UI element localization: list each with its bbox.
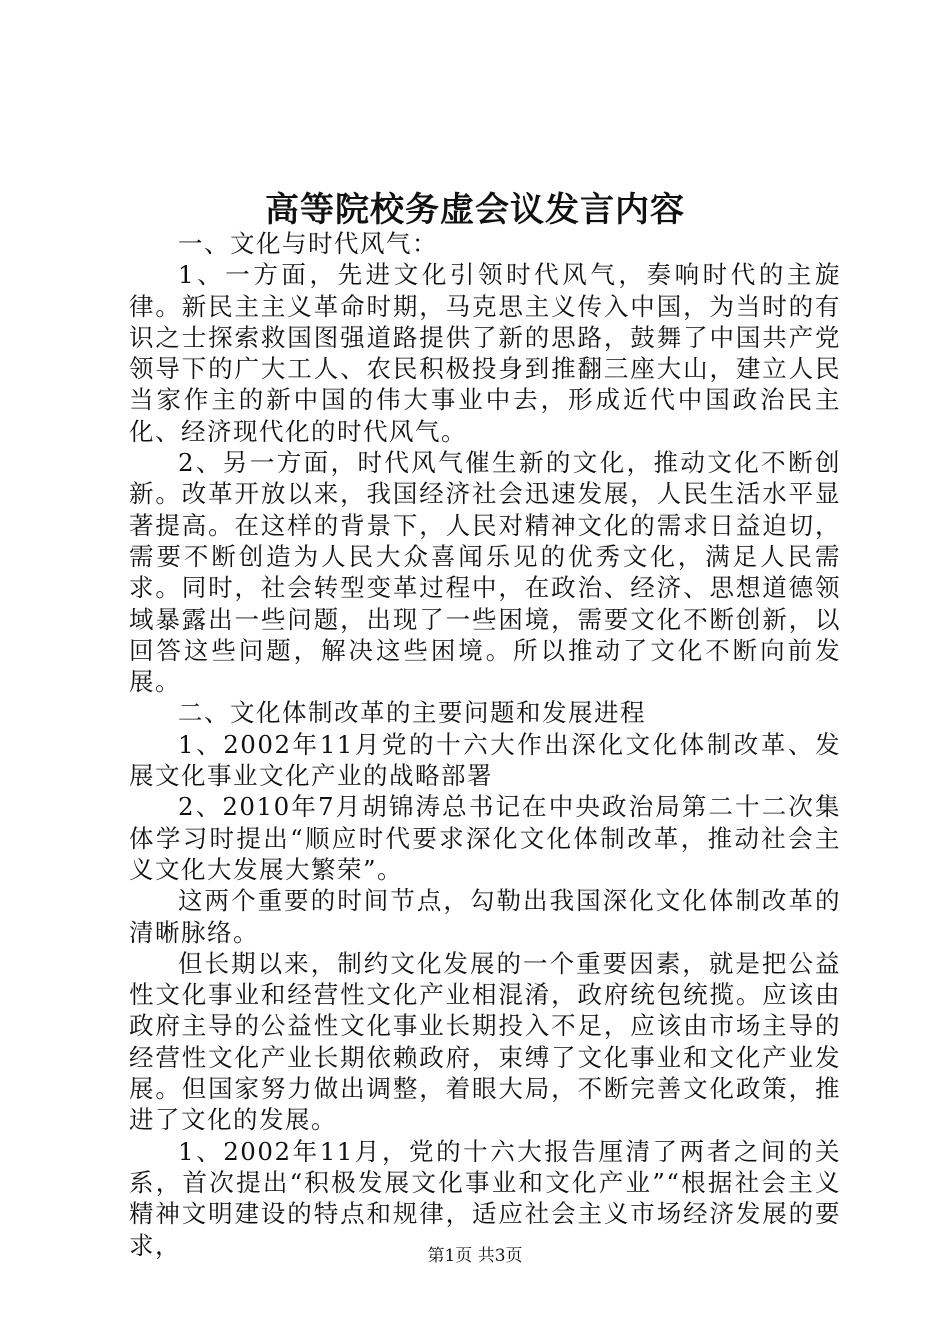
paragraph-1: 1、一方面，先进文化引领时代风气，奏响时代的主旋律。新民主主义革命时期，马克思主义传入中国，为当时的有识之士探索救国图强道路提供了新的思路，鼓舞了中国共产党领导下的广大工人、农民积极投身到推翻三座大山，建立人民当家作主的新中国的伟大事业中去，形成近代中国政治民主化、经济现代化的时代风气。	[129, 260, 841, 446]
paragraph-3: 1、2002年11月党的十六大作出深化文化体制改革、发展文化事业文化产业的战略部署	[129, 729, 841, 791]
paragraph-4: 2、2010年7月胡锦涛总书记在中央政治局第二十二次集体学习时提出“顺应时代要求深化文化体制改革，推动社会主义文化大发展大繁荣”。	[129, 792, 841, 884]
document-title: 高等院校务虚会议发言内容	[265, 190, 685, 230]
document-body	[129, 228, 841, 1261]
paragraph-section-2-heading: 二、文化体制改革的主要问题和发展进程	[178, 698, 646, 728]
paragraph-section-1-heading: 一、文化与时代风气：	[178, 229, 438, 258]
paragraph-5: 这两个重要的时间节点，勾勒出我国深化文化体制改革的清晰脉络。	[129, 886, 841, 947]
page-number-footer: 第1页 共3页	[427, 1246, 523, 1266]
paragraph-2: 2、另一方面，时代风气催生新的文化，推动文化不断创新。改革开放以来，我国经济社会迅速发展，人民生活水平显著提高。在这样的背景下，人民对精神文化的需求日益迫切，需要不断创造为人民大众喜闻乐见的优秀文化，满足人民需求。同时，社会转型变革过程中，在政治、经济、思想道德领域暴露出一些问题，出现了一些困境，需要文化不断创新，以回答这些问题，解决这些困境。所以推动了文化不断向前发展。	[129, 448, 841, 697]
paragraph-6: 但长期以来，制约文化发展的一个重要因素，就是把公益性文化事业和经营性文化产业相混淆，政府统包统揽。应该由政府主导的公益性文化事业长期投入不足，应该由市场主导的经营性文化产业长期依赖政府，束缚了文化事业和文化产业发展。但国家努力做出调整，着眼大局，不断完善文化政策，推进了文化的发展。	[129, 948, 841, 1135]
paragraph-7: 1、2002年11月，党的十六大报告厘清了两者之间的关系，首次提出“积极发展文化事业和文化产业”“根据社会主义精神文明建设的特点和规律，适应社会主义市场经济发展的要求，	[129, 1136, 841, 1260]
